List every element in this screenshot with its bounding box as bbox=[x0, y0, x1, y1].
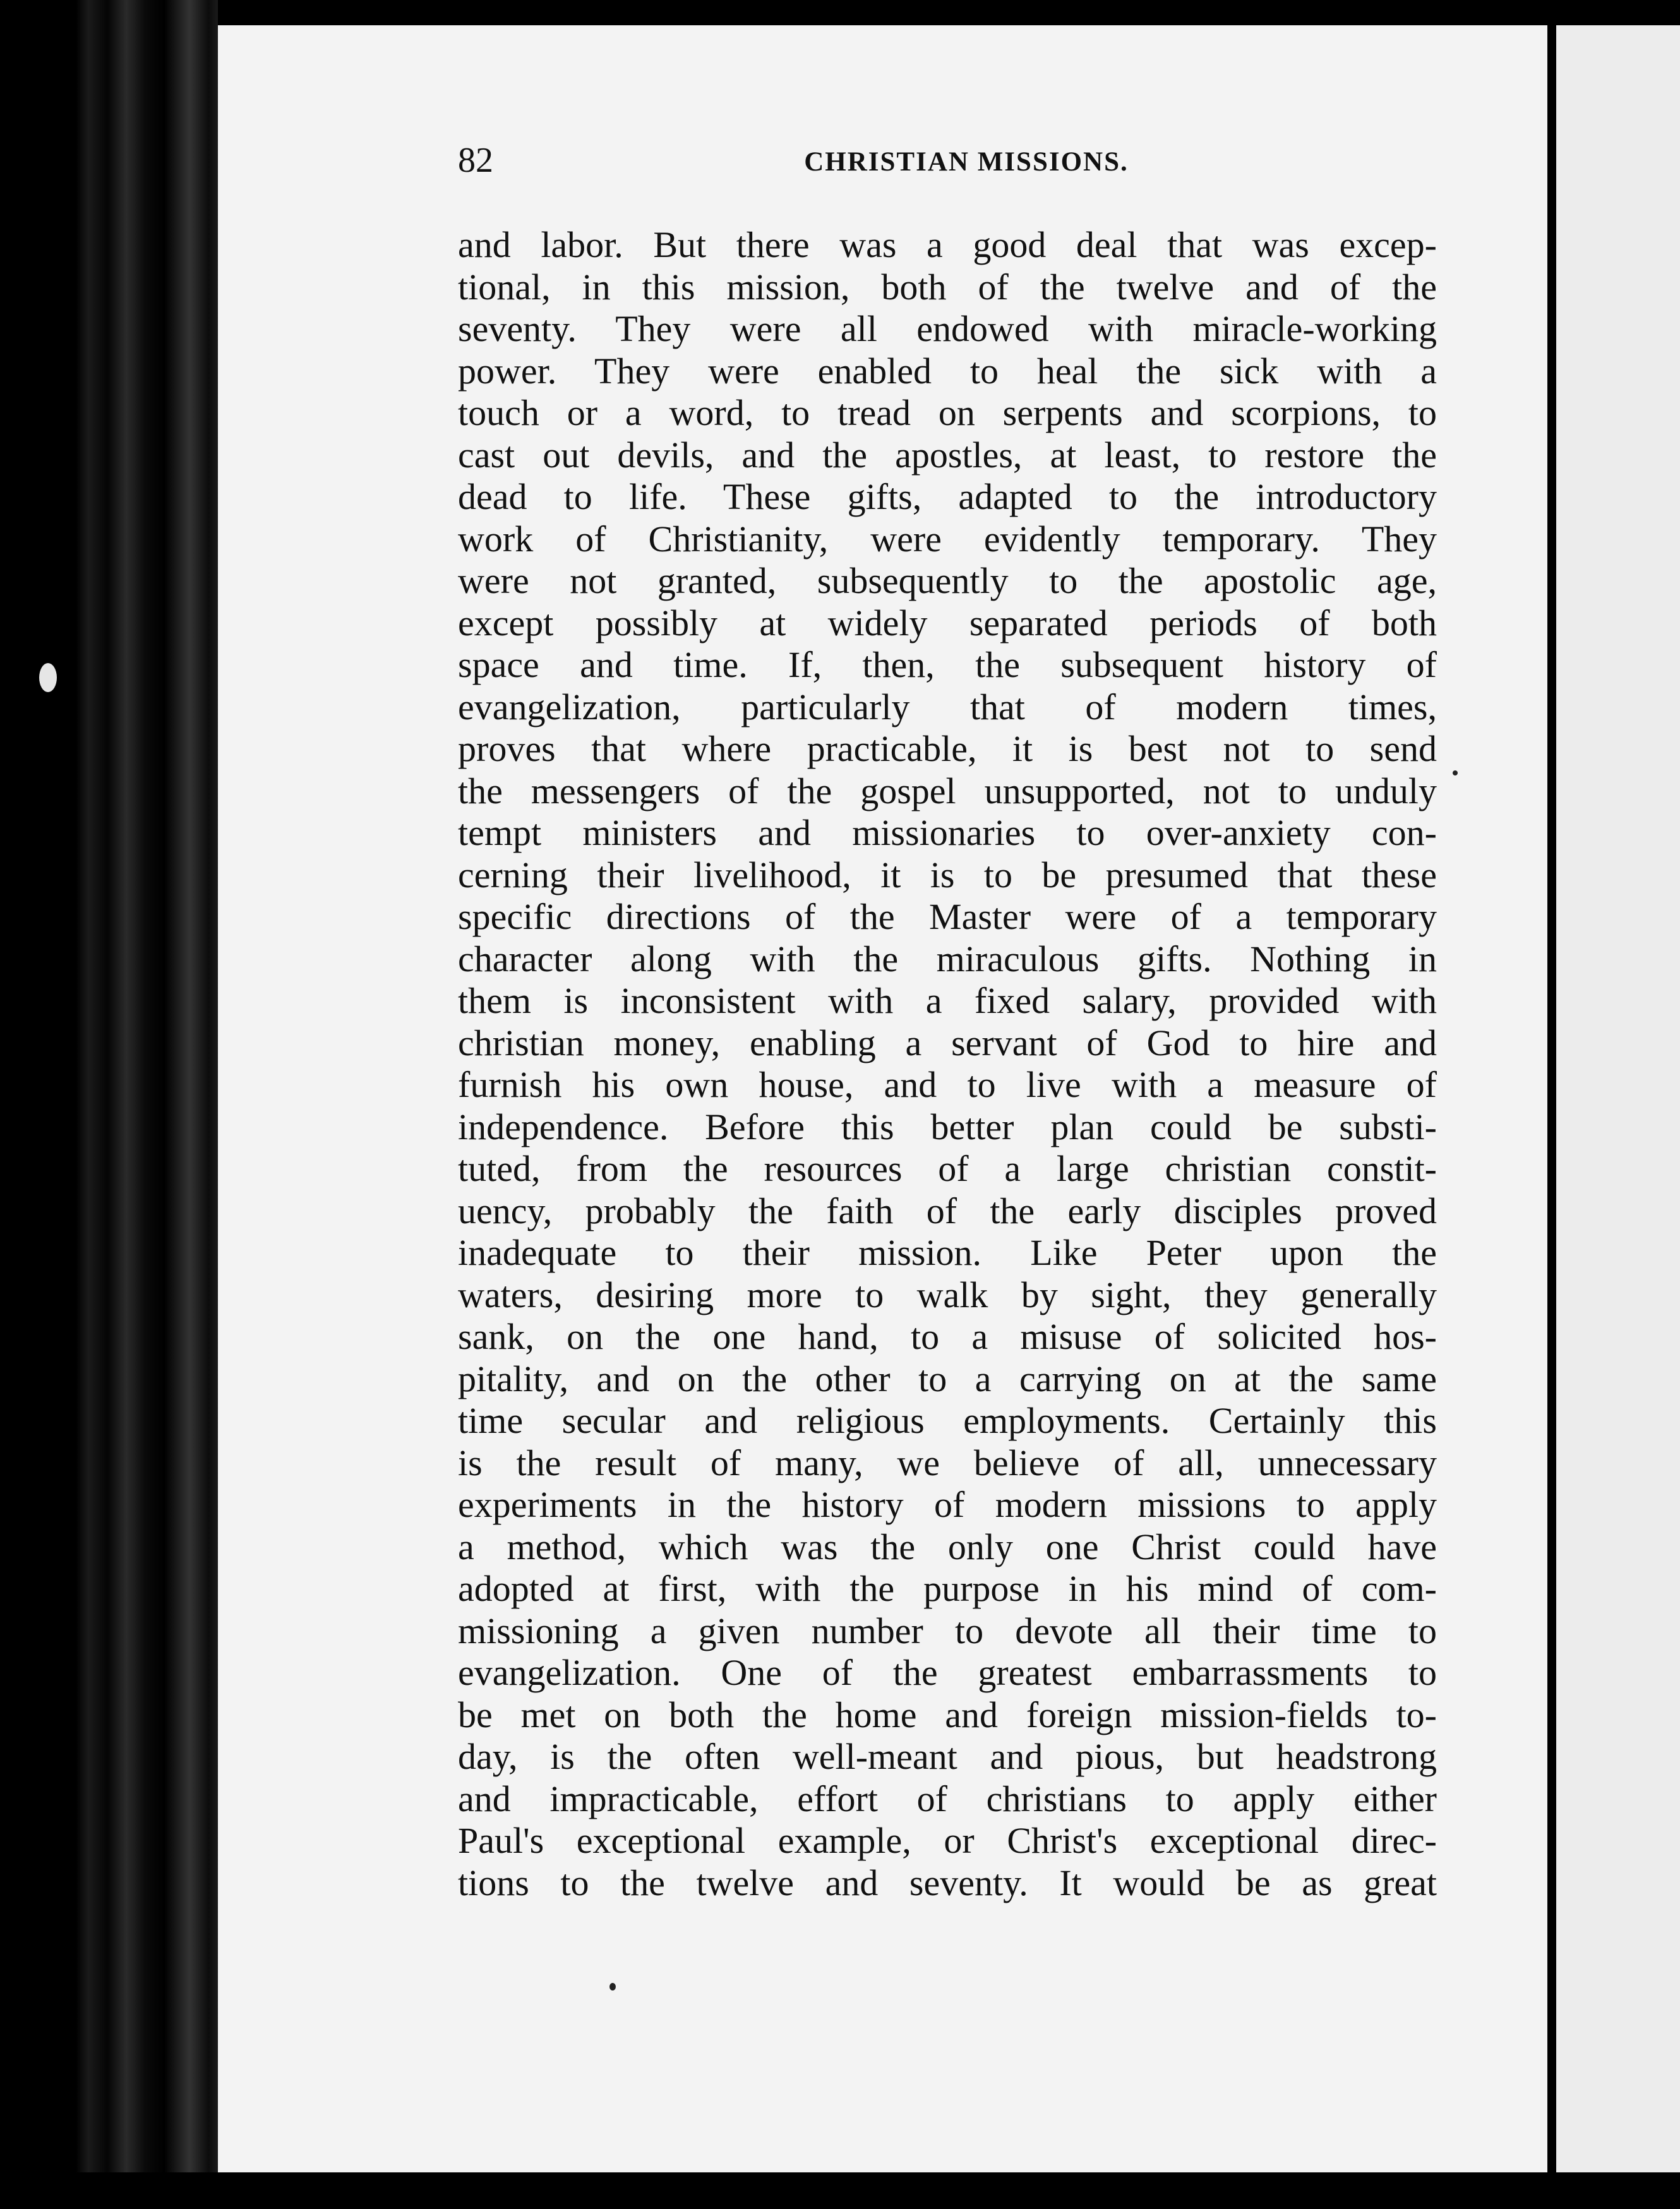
text-line: christian money, enabling a servant of God to hire and bbox=[458, 1022, 1437, 1063]
text-line: sank, on the one hand, to a misuse of solicited hos- bbox=[458, 1316, 1437, 1357]
text-line: tional, in this mission, both of the twelve and of the bbox=[458, 266, 1437, 308]
scan-speck bbox=[609, 1983, 616, 1990]
scan-top-border bbox=[0, 0, 1680, 25]
text-line: tions to the twelve and seventy. It would be as great bbox=[458, 1862, 1437, 1903]
page-number: 82 bbox=[458, 141, 493, 180]
text-line: is the result of many, we believe of all, unnecessary bbox=[458, 1442, 1437, 1483]
text-line: independence. Before this better plan could be substi- bbox=[458, 1106, 1437, 1147]
text-line: waters, desiring more to walk by sight, they generally bbox=[458, 1274, 1437, 1315]
text-line: tempt ministers and missionaries to over-anxiety con- bbox=[458, 812, 1437, 853]
text-line: a method, which was the only one Christ could have bbox=[458, 1526, 1437, 1567]
text-line: and impracticable, effort of christians to apply either bbox=[458, 1778, 1437, 1819]
text-line: tuted, from the resources of a large christian constit- bbox=[458, 1148, 1437, 1189]
body-text bbox=[458, 224, 1437, 1904]
text-line: proves that where practicable, it is best not to send bbox=[458, 728, 1437, 769]
text-line: cast out devils, and the apostles, at least, to restore the bbox=[458, 434, 1437, 476]
text-line: them is inconsistent with a fixed salary, provided with bbox=[458, 980, 1437, 1021]
text-line: and labor. But there was a good deal that was excep- bbox=[458, 224, 1437, 265]
text-line: dead to life. These gifts, adapted to the introductory bbox=[458, 476, 1437, 517]
text-line: uency, probably the faith of the early disciples proved bbox=[458, 1190, 1437, 1231]
page-gutter bbox=[1547, 0, 1556, 2209]
scan-speck bbox=[1453, 770, 1458, 775]
text-line: power. They were enabled to heal the sick with a bbox=[458, 350, 1437, 392]
text-line: except possibly at widely separated periods of both bbox=[458, 602, 1437, 644]
page-header bbox=[458, 140, 1437, 184]
text-line: missioning a given number to devote all their time to bbox=[458, 1610, 1437, 1651]
text-line: specific directions of the Master were of a temporary bbox=[458, 896, 1437, 937]
text-line: were not granted, subsequently to the apostolic age, bbox=[458, 560, 1437, 601]
text-line: evangelization. One of the greatest embarrassments to bbox=[458, 1652, 1437, 1693]
text-line: time secular and religious employments. Certainly this bbox=[458, 1400, 1437, 1441]
text-line: be met on both the home and foreign mission-fields to- bbox=[458, 1694, 1437, 1735]
text-line: touch or a word, to tread on serpents and scorpions, to bbox=[458, 392, 1437, 433]
running-title: CHRISTIAN MISSIONS. bbox=[804, 147, 1129, 177]
text-line: adopted at first, with the purpose in his mind of com- bbox=[458, 1568, 1437, 1609]
text-line: Paul's exceptional example, or Christ's exceptional direc- bbox=[458, 1820, 1437, 1861]
text-line: character along with the miraculous gifts. Nothing in bbox=[458, 938, 1437, 979]
text-line: evangelization, particularly that of modern times, bbox=[458, 686, 1437, 727]
text-line: cerning their livelihood, it is to be presumed that these bbox=[458, 854, 1437, 895]
book-spine bbox=[0, 0, 218, 2209]
text-line: inadequate to their mission. Like Peter upon the bbox=[458, 1232, 1437, 1273]
text-line: day, is the often well-meant and pious, but headstrong bbox=[458, 1736, 1437, 1777]
scan-bottom-border bbox=[0, 2172, 1680, 2209]
text-line: experiments in the history of modern missions to apply bbox=[458, 1484, 1437, 1525]
text-line: space and time. If, then, the subsequent history of bbox=[458, 644, 1437, 685]
scan-speck bbox=[39, 663, 57, 692]
text-line: work of Christianity, were evidently temporary. They bbox=[458, 518, 1437, 560]
facing-page-edge bbox=[1556, 25, 1680, 2172]
text-line: seventy. They were all endowed with miracle-working bbox=[458, 308, 1437, 349]
text-line: the messengers of the gospel unsupported, not to unduly bbox=[458, 770, 1437, 811]
text-line: pitality, and on the other to a carrying on at the same bbox=[458, 1358, 1437, 1399]
text-line: furnish his own house, and to live with a measure of bbox=[458, 1064, 1437, 1105]
